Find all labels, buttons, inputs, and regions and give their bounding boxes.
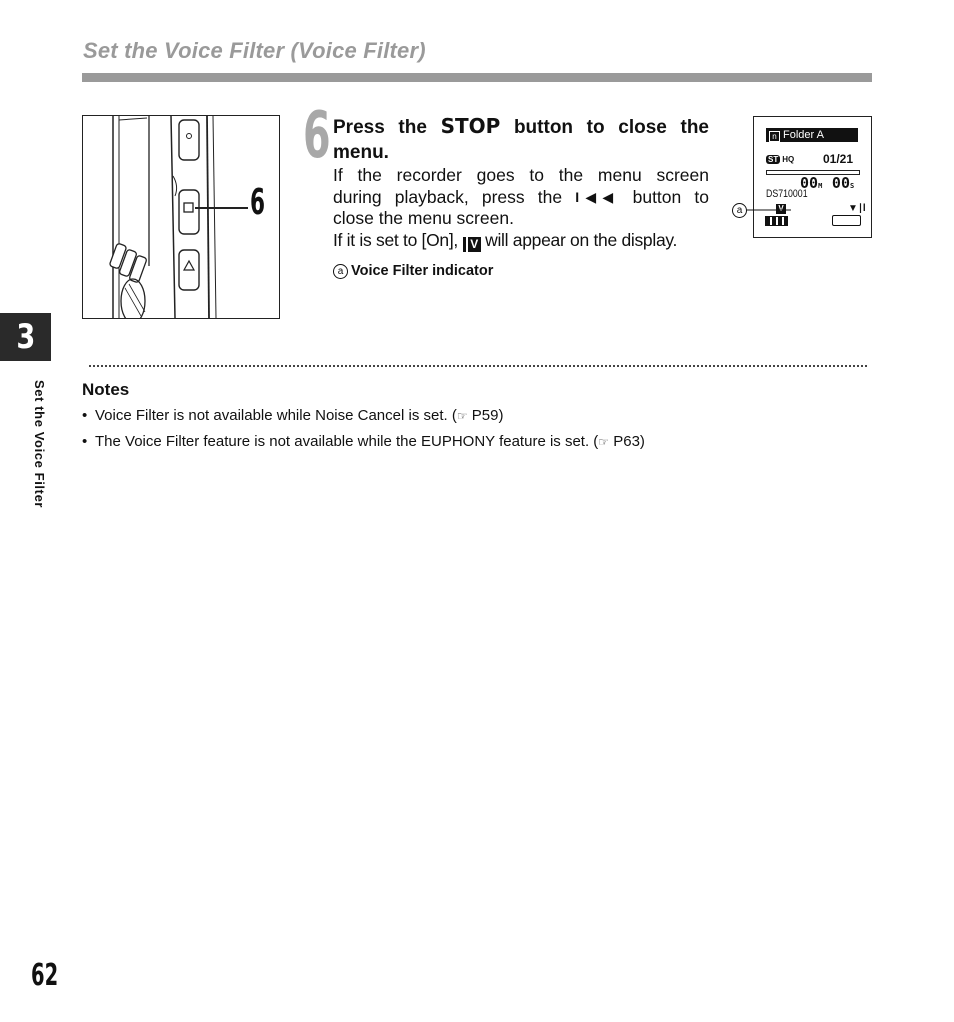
note-item	[82, 433, 645, 450]
body2-post: will appear on the display.	[480, 230, 678, 250]
folder-icon: n	[769, 131, 780, 142]
file-name: DS710001	[766, 188, 808, 200]
reference-hand-icon: ☞	[456, 409, 468, 423]
body-line3: close the menu screen.	[333, 208, 514, 228]
display-callout-letter: a	[732, 203, 747, 218]
voice-filter-indicator: V	[776, 204, 786, 214]
label-text: Voice Filter indicator	[351, 263, 494, 279]
note-text: Voice Filter is not available while Noise Cancel is set. (	[95, 407, 457, 424]
display-callout	[732, 201, 750, 219]
step-number: 6	[303, 99, 331, 173]
volume-box	[832, 215, 861, 226]
body2-pre: If it is set to [On],	[333, 230, 463, 250]
heading-pre: Press the	[333, 117, 441, 138]
mode-row	[766, 154, 861, 165]
page-number: 62	[31, 958, 59, 993]
mode-st: ST	[768, 155, 779, 164]
note-item	[82, 407, 503, 424]
reference-hand-icon: ☞	[598, 435, 610, 449]
step-body-2	[333, 230, 709, 252]
title-rule	[82, 73, 872, 82]
skip-back-icon: I◀◀	[575, 188, 620, 205]
chapter-side-label: Set the Voice Filter	[32, 380, 47, 509]
time-sec-unit: S	[849, 182, 855, 190]
time-min: 00	[800, 174, 819, 192]
callout-leader	[747, 204, 791, 216]
stop-button-name: STOP	[440, 114, 501, 138]
display-illustration	[753, 116, 872, 238]
time-sec: 00	[831, 174, 850, 192]
mic-sensitivity-icon: ▼∣l	[848, 203, 866, 214]
note-text: The Voice Filter feature is not available while the EUPHONY feature is set. (	[95, 433, 599, 450]
figure-callout-number: 6	[250, 182, 266, 223]
notes-divider	[89, 365, 867, 367]
step-body	[333, 165, 709, 230]
body-line1: If the recorder goes to the menu screen	[333, 165, 709, 185]
bullet: •	[82, 407, 88, 424]
body-line2-post: button to	[619, 186, 709, 207]
note-ref: P63)	[613, 433, 645, 450]
bullet: •	[82, 433, 88, 450]
folder-bar	[766, 128, 858, 142]
section-title: Set the Voice Filter (Voice Filter)	[83, 38, 426, 63]
battery-icon	[765, 216, 788, 226]
notes-heading: Notes	[82, 380, 130, 399]
step-heading	[333, 114, 709, 165]
recorder-illustration	[82, 115, 280, 319]
label-letter: a	[333, 264, 348, 279]
note-ref: P59)	[471, 407, 504, 424]
chapter-tab	[0, 313, 51, 361]
chapter-number: 3	[16, 317, 35, 357]
body-line2-pre: during playback, press the	[333, 186, 576, 207]
folder-name: Folder A	[783, 129, 824, 141]
heading-line2: menu.	[333, 142, 389, 163]
mode-hq: HQ	[782, 155, 795, 164]
time-readout	[800, 173, 854, 192]
time-min-unit: M	[818, 182, 823, 190]
file-counter: 01/21	[822, 152, 853, 166]
voice-filter-icon: V	[466, 237, 481, 252]
indicator-label	[333, 263, 493, 279]
heading-post: button to close the	[500, 117, 709, 138]
